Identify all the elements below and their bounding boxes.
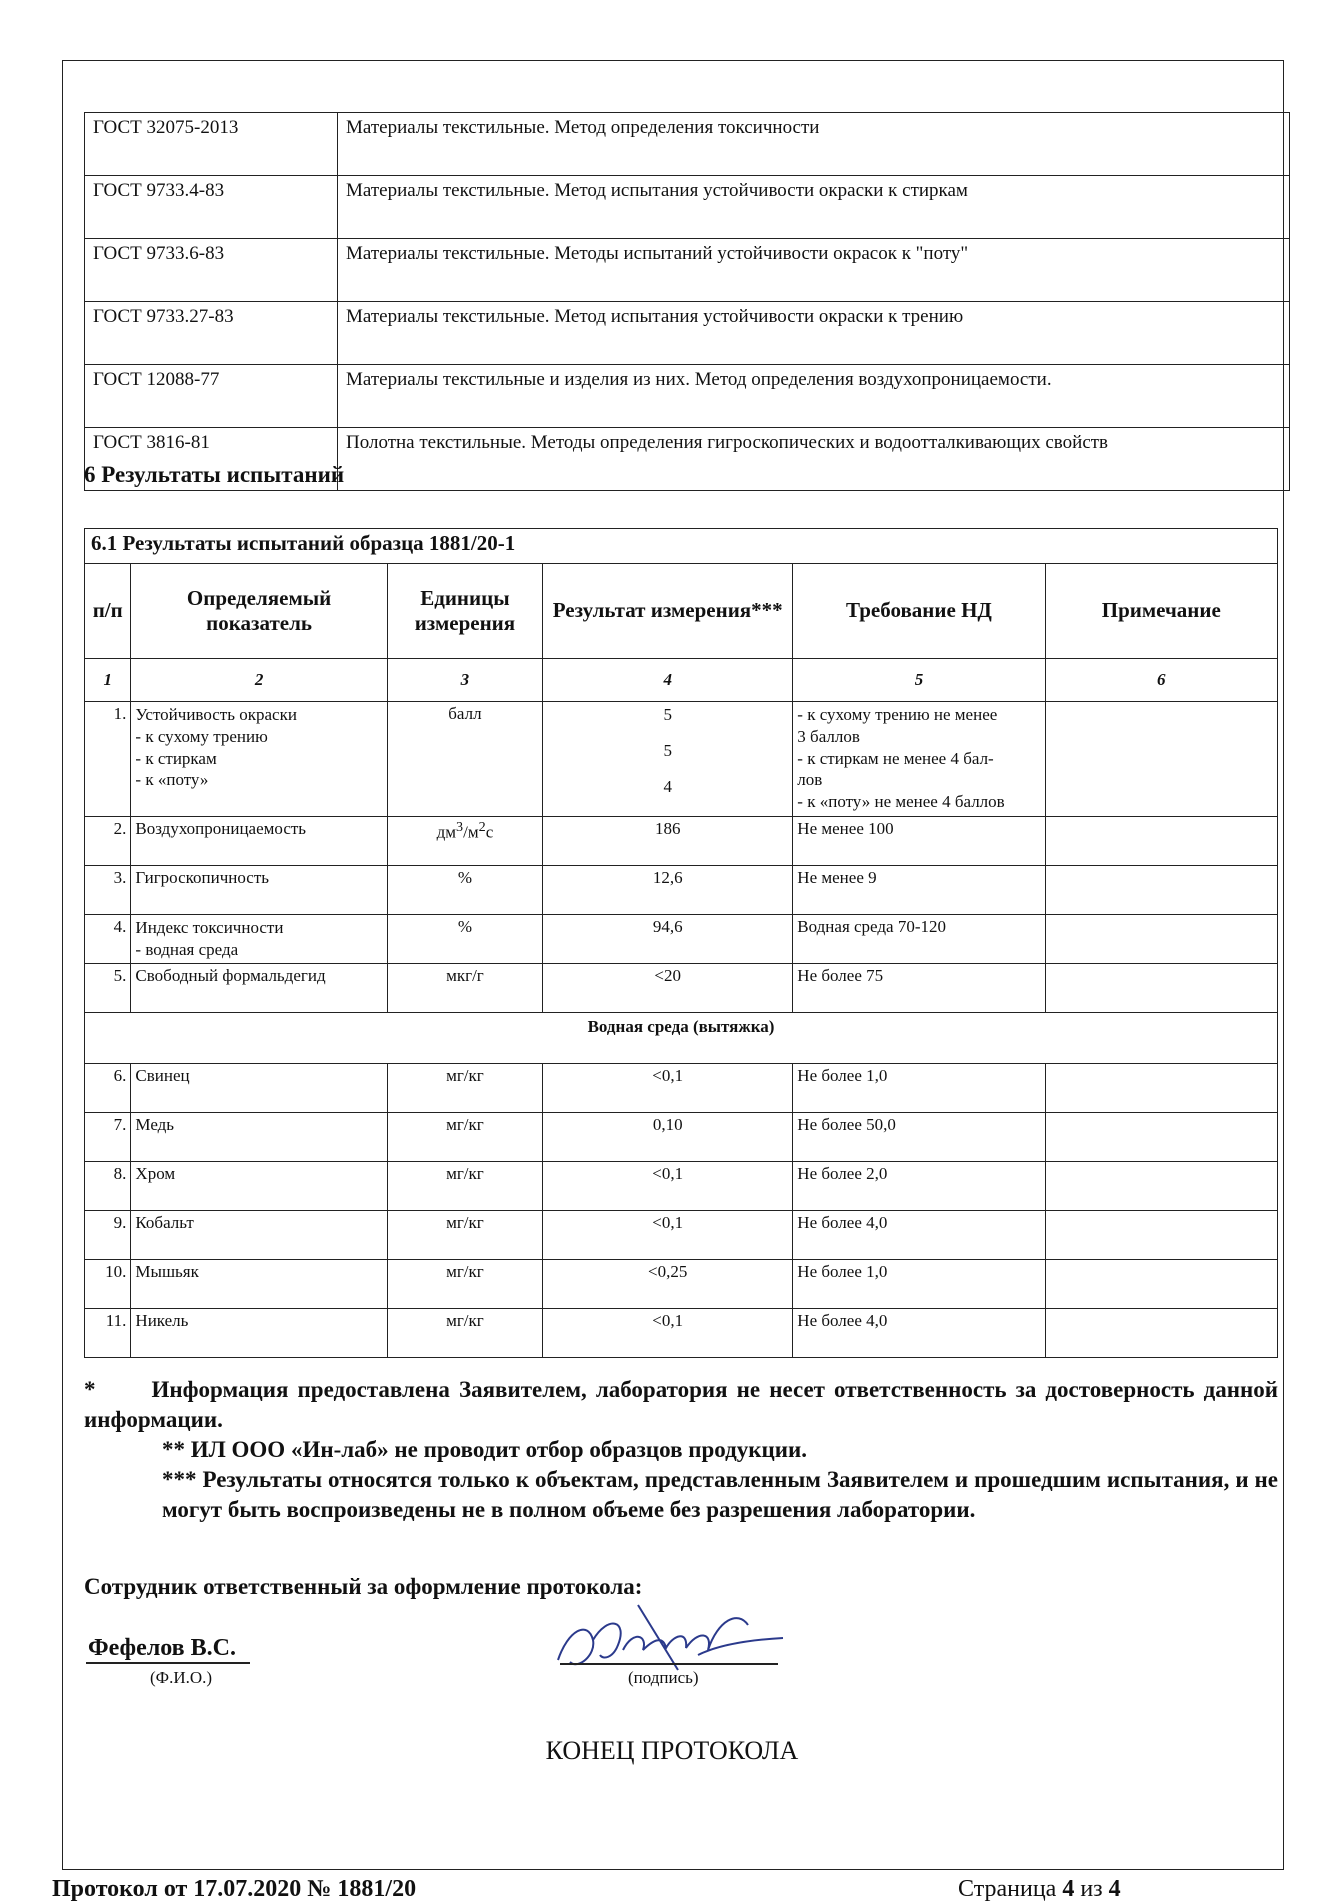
requirement-cell: Водная среда 70-120 <box>793 915 1045 964</box>
results-caption: 6.1 Результаты испытаний образца 1881/20-1 <box>85 529 1278 564</box>
col-number: 1 <box>85 659 131 702</box>
unit-cell: мкг/г <box>387 964 542 1013</box>
indicator-line: - к «поту» <box>135 770 209 790</box>
unit-cell <box>387 817 542 866</box>
requirement-cell: Не более 1,0 <box>793 1260 1045 1309</box>
standard-code: ГОСТ 12088-77 <box>85 365 338 428</box>
unit-cell: мг/кг <box>387 1309 542 1358</box>
indicator-cell: Никель <box>131 1309 387 1358</box>
note-cell <box>1045 817 1277 866</box>
unit-cell: мг/кг <box>387 1162 542 1211</box>
requirement-cell: Не менее 100 <box>793 817 1045 866</box>
result-cell: <20 <box>543 964 793 1013</box>
table-row <box>85 1260 1278 1309</box>
standard-title: Полотна текстильные. Методы определения гигроскопических и водоотталкивающих свойств <box>338 428 1290 491</box>
col-number: 2 <box>131 659 387 702</box>
col-number: 5 <box>793 659 1045 702</box>
footnotes <box>84 1375 1278 1524</box>
table-row <box>85 1211 1278 1260</box>
standard-title: Материалы текстильные и изделия из них. Метод определения воздухопроницаемости. <box>338 365 1290 428</box>
standard-title: Материалы текстильные. Метод определения токсичности <box>338 113 1290 176</box>
unit-sup: 2 <box>478 819 486 835</box>
indicator-cell: Кобальт <box>131 1211 387 1260</box>
result-cell: 186 <box>543 817 793 866</box>
indicator-line: Индекс токсичности <box>135 918 284 937</box>
indicator-line: - к сухому трению <box>135 726 268 746</box>
standards-table <box>84 112 1290 491</box>
result-value: 5 <box>663 740 672 760</box>
unit-cell: мг/кг <box>387 1260 542 1309</box>
header-indicator: Определяемый показатель <box>131 564 387 659</box>
standard-title: Материалы текстильные. Метод испытания устойчивости окраски к трению <box>338 302 1290 365</box>
standard-row <box>85 176 1290 239</box>
table-row <box>85 702 1278 817</box>
requirement-cell <box>793 702 1045 817</box>
standard-title: Материалы текстильные. Методы испытаний устойчивости окрасок к "поту" <box>338 239 1290 302</box>
unit-cell: мг/кг <box>387 1211 542 1260</box>
note-cell <box>1045 1211 1277 1260</box>
result-cell: 12,6 <box>543 866 793 915</box>
footer-page-total: 4 <box>1108 1876 1121 1902</box>
unit-sup: 3 <box>456 819 464 835</box>
note-cell <box>1045 1260 1277 1309</box>
row-number: 10. <box>85 1260 131 1309</box>
standard-code: ГОСТ 9733.27-83 <box>85 302 338 365</box>
column-number-row <box>85 659 1278 702</box>
indicator-line: - к стиркам <box>135 748 217 768</box>
requirement-line: - к стиркам не менее 4 бал- <box>797 748 994 768</box>
result-cell: <0,1 <box>543 1064 793 1113</box>
table-row <box>85 817 1278 866</box>
requirement-line: 3 баллов <box>797 726 860 746</box>
footnote-star: * <box>84 1377 96 1402</box>
result-cell: <0,1 <box>543 1309 793 1358</box>
indicator-cell <box>131 702 387 817</box>
result-value: 5 <box>663 705 672 724</box>
note-cell <box>1045 964 1277 1013</box>
footer-page <box>958 1876 1121 1903</box>
indicator-cell: Мышьяк <box>131 1260 387 1309</box>
result-cell: 94,6 <box>543 915 793 964</box>
responsible-employee-label: Сотрудник ответственный за оформление протокола: <box>84 1574 643 1599</box>
indicator-line: - водная среда <box>135 939 239 959</box>
standard-code: ГОСТ 9733.4-83 <box>85 176 338 239</box>
result-cell: <0,1 <box>543 1162 793 1211</box>
row-number: 6. <box>85 1064 131 1113</box>
indicator-cell: Свинец <box>131 1064 387 1113</box>
requirement-line: - к сухому трению не менее <box>797 705 998 724</box>
subheader-row <box>85 1013 1278 1064</box>
indicator-cell: Хром <box>131 1162 387 1211</box>
row-number: 9. <box>85 1211 131 1260</box>
footer-protocol: Протокол от 17.07.2020 № 1881/20 <box>52 1876 417 1902</box>
unit-cell: мг/кг <box>387 1113 542 1162</box>
standard-row <box>85 302 1290 365</box>
row-number: 1. <box>85 702 131 817</box>
unit-cell: балл <box>387 702 542 817</box>
note-cell <box>1045 915 1277 964</box>
footnote-3: *** Результаты относятся только к объектам, представленным Заявителем и прошедшим испытания, и не могут быть воспроизведены не в полном объеме без разрешения лаборатории. <box>162 1466 1278 1522</box>
unit-part: /м <box>463 822 479 842</box>
result-cell <box>543 702 793 817</box>
indicator-cell: Воздухопроницаемость <box>131 817 387 866</box>
indicator-cell <box>131 915 387 964</box>
note-cell <box>1045 1162 1277 1211</box>
requirement-cell: Не более 1,0 <box>793 1064 1045 1113</box>
requirement-cell: Не более 4,0 <box>793 1309 1045 1358</box>
standard-row <box>85 239 1290 302</box>
signature-caption: (подпись) <box>628 1668 699 1687</box>
note-cell <box>1045 1064 1277 1113</box>
standard-title: Материалы текстильные. Метод испытания устойчивости окраски к стиркам <box>338 176 1290 239</box>
row-number: 4. <box>85 915 131 964</box>
row-number: 7. <box>85 1113 131 1162</box>
standard-row <box>85 365 1290 428</box>
header-unit: Единицы измерения <box>387 564 542 659</box>
result-cell: <0,1 <box>543 1211 793 1260</box>
requirement-cell: Не более 50,0 <box>793 1113 1045 1162</box>
table-row <box>85 1309 1278 1358</box>
col-number: 6 <box>1045 659 1277 702</box>
unit-part: дм <box>436 822 457 842</box>
row-number: 5. <box>85 964 131 1013</box>
results-header-row <box>85 564 1278 659</box>
requirement-cell: Не более 4,0 <box>793 1211 1045 1260</box>
table-row <box>85 866 1278 915</box>
requirement-line: - к «поту» не менее 4 баллов <box>797 792 1005 811</box>
row-number: 11. <box>85 1309 131 1358</box>
note-cell <box>1045 1309 1277 1358</box>
requirement-cell: Не более 75 <box>793 964 1045 1013</box>
standard-code: ГОСТ 3816-81 <box>85 428 338 491</box>
note-cell <box>1045 1113 1277 1162</box>
indicator-cell: Гигроскопичность <box>131 866 387 915</box>
header-num: п/п <box>85 564 131 659</box>
indicator-line: Устойчивость окраски <box>135 705 297 724</box>
footnote-2: ** ИЛ ООО «Ин-лаб» не проводит отбор образцов продукции. <box>162 1436 808 1462</box>
result-cell: <0,25 <box>543 1260 793 1309</box>
row-number: 3. <box>85 866 131 915</box>
requirement-cell: Не более 2,0 <box>793 1162 1045 1211</box>
table-row <box>85 964 1278 1013</box>
end-of-protocol: КОНЕЦ ПРОТОКОЛА <box>545 1736 799 1765</box>
results-table <box>84 528 1278 1358</box>
footnote-1-text: Информация предоставлена Заявителем, лаборатория не несет ответственность за достоверность данной информации. <box>84 1377 1278 1432</box>
result-cell: 0,10 <box>543 1113 793 1162</box>
col-number: 3 <box>387 659 542 702</box>
footer-page-prefix: Страница <box>958 1876 1057 1902</box>
row-number: 8. <box>85 1162 131 1211</box>
unit-part: с <box>485 822 494 842</box>
note-cell <box>1045 866 1277 915</box>
requirement-line: лов <box>797 770 823 790</box>
footer-page-of: из <box>1080 1876 1103 1902</box>
header-note: Примечание <box>1045 564 1277 659</box>
standard-code: ГОСТ 9733.6-83 <box>85 239 338 302</box>
name-caption: (Ф.И.О.) <box>150 1668 213 1687</box>
indicator-cell: Медь <box>131 1113 387 1162</box>
result-value: 4 <box>663 776 672 796</box>
row-number: 2. <box>85 817 131 866</box>
unit-cell: % <box>387 866 542 915</box>
footnote-1 <box>84 1375 1278 1435</box>
employee-name: Фефелов В.С. <box>86 1635 250 1664</box>
col-number: 4 <box>543 659 793 702</box>
section-title: 6 Результаты испытаний <box>84 462 345 487</box>
header-requirement: Требование НД <box>793 564 1045 659</box>
header-result: Результат измерения*** <box>543 564 793 659</box>
requirement-cell: Не менее 9 <box>793 866 1045 915</box>
table-row <box>85 1162 1278 1211</box>
footer-page-number: 4 <box>1062 1876 1075 1902</box>
unit-cell: мг/кг <box>387 1064 542 1113</box>
subheader-cell: Водная среда (вытяжка) <box>85 1013 1278 1064</box>
unit-cell: % <box>387 915 542 964</box>
indicator-cell: Свободный формальдегид <box>131 964 387 1013</box>
table-row <box>85 1113 1278 1162</box>
standard-code: ГОСТ 32075-2013 <box>85 113 338 176</box>
signature-line <box>560 1663 778 1665</box>
table-row <box>85 1064 1278 1113</box>
standard-row <box>85 113 1290 176</box>
table-row <box>85 915 1278 964</box>
note-cell <box>1045 702 1277 817</box>
